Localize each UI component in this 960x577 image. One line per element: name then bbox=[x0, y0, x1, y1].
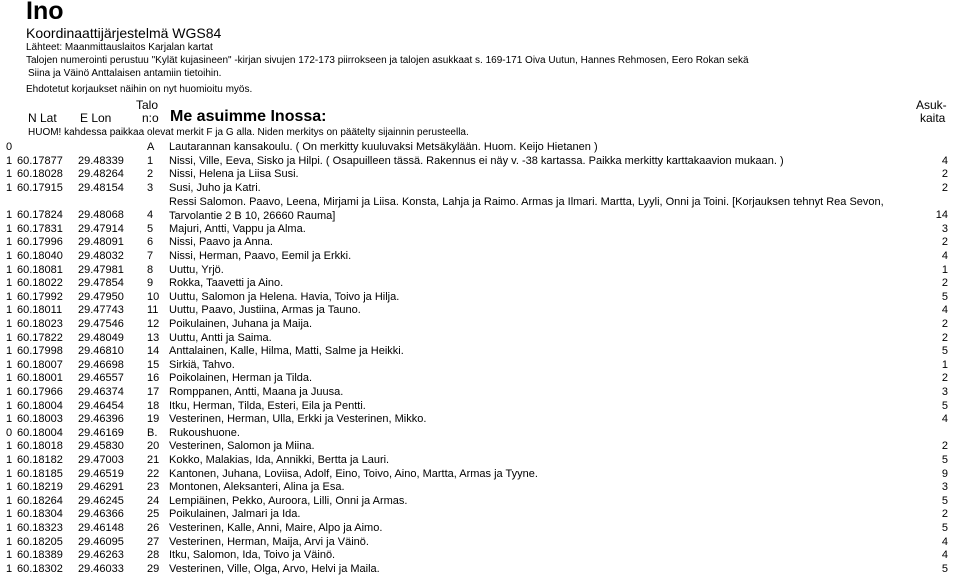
row-house-number: 26 bbox=[147, 522, 160, 534]
row-house-number: 8 bbox=[147, 263, 154, 276]
table-row bbox=[0, 495, 960, 509]
row-flag: 1 bbox=[6, 236, 13, 249]
row-resident-count: 4 bbox=[941, 154, 948, 167]
row-lat: 60.17996 bbox=[17, 236, 63, 249]
row-lat: 60.18004 bbox=[17, 426, 63, 439]
row-house-number: 2 bbox=[147, 168, 154, 181]
row-residents: Itku, Salomon, Ida, Toivo ja Väinö. bbox=[169, 549, 336, 562]
table-row bbox=[0, 332, 960, 346]
row-house-number: 11 bbox=[147, 304, 159, 317]
row-residents: Uuttu, Yrjö. bbox=[169, 263, 224, 276]
row-residents: Itku, Herman, Tilda, Esteri, Eila ja Pentti. bbox=[169, 399, 366, 412]
row-house-number: 13 bbox=[147, 331, 160, 344]
row-residents: Anttalainen, Kalle, Hilma, Matti, Salme ja Heikki. bbox=[169, 345, 404, 358]
row-lon: 29.46519 bbox=[78, 467, 124, 480]
row-lat: 60.18011 bbox=[17, 304, 63, 317]
row-flag: 1 bbox=[6, 154, 13, 167]
row-residents: Kantonen, Juhana, Loviisa, Adolf, Eino, Toivo, Aino, Martta, Armas ja Tyyne. bbox=[169, 467, 538, 480]
row-residents: Vesterinen, Ville, Olga, Arvo, Helvi ja Maila. bbox=[169, 562, 380, 575]
table-row bbox=[0, 318, 960, 332]
table-row bbox=[0, 250, 960, 264]
row-lon: 29.46148 bbox=[78, 522, 124, 534]
row-house-number: 7 bbox=[147, 250, 154, 262]
row-lon: 29.45830 bbox=[78, 440, 124, 453]
huom-note: HUOM! kahdessa paikkaa olevat merkit F ja G alla. Niden merkitys on päätelty sijainnin perusteella. bbox=[28, 127, 469, 138]
table-row bbox=[0, 345, 960, 359]
row-house-number: 28 bbox=[147, 549, 160, 562]
row-lon: 29.48264 bbox=[78, 168, 124, 181]
row-resident-count: 2 bbox=[941, 331, 948, 344]
row-flag: 1 bbox=[6, 250, 13, 262]
row-resident-count: 2 bbox=[941, 181, 948, 194]
row-flag: 1 bbox=[6, 522, 13, 534]
row-residents: Nissi, Helena ja Liisa Susi. bbox=[169, 168, 299, 181]
table-row bbox=[0, 440, 960, 454]
row-flag: 1 bbox=[6, 454, 13, 466]
table-row bbox=[0, 468, 960, 482]
row-lat: 60.18323 bbox=[17, 522, 63, 534]
row-lat: 60.18182 bbox=[17, 454, 63, 466]
table-row bbox=[0, 195, 960, 223]
page-title: Ino bbox=[26, 0, 64, 25]
row-resident-count: 4 bbox=[941, 535, 948, 548]
row-residents: Susi, Juho ja Katri. bbox=[169, 181, 261, 194]
row-residents: Nissi, Paavo ja Anna. bbox=[169, 236, 273, 249]
row-lat: 60.18205 bbox=[17, 535, 63, 548]
table-row bbox=[0, 563, 960, 577]
row-flag: 1 bbox=[6, 413, 13, 426]
table-row bbox=[0, 536, 960, 550]
row-flag: 1 bbox=[6, 263, 13, 276]
row-residents: Rukoushuone. bbox=[169, 426, 240, 439]
row-flag: 1 bbox=[6, 304, 13, 317]
row-lon: 29.46095 bbox=[78, 535, 124, 548]
row-flag: 1 bbox=[6, 562, 13, 575]
row-lat: 60.17824 bbox=[17, 209, 63, 222]
row-flag: 0 bbox=[6, 141, 13, 153]
row-lon: 29.47950 bbox=[78, 290, 124, 303]
row-residents: Poikulainen, Juhana ja Maija. bbox=[169, 318, 313, 330]
row-house-number: 29 bbox=[147, 562, 160, 575]
row-house-number: 22 bbox=[147, 467, 160, 480]
row-resident-count: 5 bbox=[941, 345, 948, 358]
row-house-number: 18 bbox=[147, 399, 160, 412]
row-residents: Majuri, Antti, Vappu ja Alma. bbox=[169, 222, 306, 235]
row-lon: 29.47546 bbox=[78, 318, 124, 330]
table-row bbox=[0, 155, 960, 169]
row-flag: 1 bbox=[6, 277, 13, 290]
row-lat: 60.18003 bbox=[17, 413, 63, 426]
row-lon: 29.46557 bbox=[78, 372, 124, 385]
row-house-number: 23 bbox=[147, 481, 160, 494]
row-lon: 29.46291 bbox=[78, 481, 124, 494]
table-row bbox=[0, 141, 960, 155]
row-resident-count: 1 bbox=[941, 358, 948, 371]
row-flag: 1 bbox=[6, 168, 13, 181]
table-row bbox=[0, 291, 960, 305]
row-lat: 60.18023 bbox=[17, 318, 63, 330]
row-flag: 1 bbox=[6, 345, 13, 358]
row-lat: 60.18081 bbox=[17, 263, 63, 276]
row-residents: Kokko, Malakias, Ida, Annikki, Bertta ja Lauri. bbox=[169, 454, 390, 466]
row-lon: 29.48032 bbox=[78, 250, 124, 262]
row-lon: 29.48339 bbox=[78, 154, 124, 167]
row-residents: Uuttu, Antti ja Saima. bbox=[169, 331, 272, 344]
row-lon: 29.47914 bbox=[78, 222, 124, 235]
table-row bbox=[0, 400, 960, 414]
row-lon: 29.46454 bbox=[78, 399, 124, 412]
row-resident-count: 5 bbox=[941, 562, 948, 575]
row-resident-count: 5 bbox=[941, 290, 948, 303]
row-lat: 60.18018 bbox=[17, 440, 63, 453]
row-house-number: 9 bbox=[147, 277, 154, 290]
row-resident-count: 5 bbox=[941, 454, 948, 466]
row-lon: 29.48068 bbox=[78, 209, 124, 222]
row-residents: Montonen, Aleksanteri, Alina ja Esa. bbox=[169, 481, 345, 494]
row-resident-count: 2 bbox=[941, 372, 948, 385]
row-residents: Uuttu, Paavo, Justiina, Armas ja Tauno. bbox=[169, 304, 361, 317]
row-residents: Sirkiä, Tahvo. bbox=[169, 358, 235, 371]
row-lat: 60.18040 bbox=[17, 250, 63, 262]
table-row bbox=[0, 359, 960, 373]
row-resident-count: 4 bbox=[941, 549, 948, 562]
row-lat: 60.17915 bbox=[17, 181, 63, 194]
row-resident-count: 4 bbox=[941, 250, 948, 262]
row-resident-count: 5 bbox=[941, 494, 948, 507]
row-lat: 60.18264 bbox=[17, 494, 63, 507]
row-lat: 60.18007 bbox=[17, 358, 63, 371]
row-house-number: 14 bbox=[147, 345, 160, 358]
row-resident-count: 4 bbox=[941, 304, 948, 317]
row-lon: 29.47743 bbox=[78, 304, 124, 317]
row-flag: 1 bbox=[6, 399, 13, 412]
table-row bbox=[0, 481, 960, 495]
row-lon: 29.46263 bbox=[78, 549, 124, 562]
row-lon: 29.47981 bbox=[78, 263, 124, 276]
column-header-lon: E Lon bbox=[80, 111, 112, 125]
row-lon: 29.47003 bbox=[78, 454, 124, 466]
row-house-number: 24 bbox=[147, 494, 160, 507]
row-lat: 60.18219 bbox=[17, 481, 63, 494]
row-lon: 29.46245 bbox=[78, 494, 124, 507]
row-resident-count: 1 bbox=[941, 263, 948, 276]
corrections-note: Ehdotetut korjaukset näihin on nyt huomioitu myös. bbox=[26, 84, 253, 95]
row-resident-count: 2 bbox=[941, 236, 948, 249]
row-house-number: 19 bbox=[147, 413, 160, 426]
row-lat: 60.18004 bbox=[17, 399, 63, 412]
row-house-number: 4 bbox=[147, 209, 154, 222]
table-row bbox=[0, 413, 960, 427]
row-flag: 1 bbox=[6, 494, 13, 507]
row-house-number: 3 bbox=[147, 181, 154, 194]
row-residents: Poikulainen, Jalmari ja Ida. bbox=[169, 508, 301, 521]
row-lon: 29.46366 bbox=[78, 508, 124, 521]
row-house-number: A bbox=[147, 141, 155, 153]
row-flag: 1 bbox=[6, 508, 13, 521]
row-residents: Uuttu, Salomon ja Helena. Havia, Toivo ja Hilja. bbox=[169, 290, 400, 303]
row-lon: 29.48154 bbox=[78, 181, 124, 194]
row-house-number: 27 bbox=[147, 535, 160, 548]
row-lon: 29.48049 bbox=[78, 331, 124, 344]
row-house-number: 12 bbox=[147, 318, 160, 330]
row-house-number: 21 bbox=[147, 454, 160, 466]
row-lon: 29.46033 bbox=[78, 562, 124, 575]
row-lat: 60.18389 bbox=[17, 549, 63, 562]
column-header-asukkaita: Asuk- bbox=[916, 98, 947, 112]
row-house-number: 15 bbox=[147, 358, 160, 371]
row-residents: Nissi, Herman, Paavo, Eemil ja Erkki. bbox=[169, 250, 352, 262]
table-row bbox=[0, 277, 960, 291]
table-row bbox=[0, 264, 960, 278]
row-flag: 1 bbox=[6, 467, 13, 480]
table-row bbox=[0, 168, 960, 182]
row-flag: 1 bbox=[6, 481, 13, 494]
row-house-number: 16 bbox=[147, 372, 160, 385]
table-row bbox=[0, 182, 960, 196]
row-residents bbox=[169, 195, 884, 223]
row-lat: 60.18028 bbox=[17, 168, 63, 181]
row-residents: Lempiäinen, Pekko, Auroora, Lilli, Onni ja Armas. bbox=[169, 494, 408, 507]
table-row bbox=[0, 236, 960, 250]
sources-note-continued: Siina ja Väinö Anttalaisen antamiin tietoihin. bbox=[28, 68, 222, 79]
row-residents: Rokka, Taavetti ja Aino. bbox=[169, 277, 284, 290]
row-resident-count: 9 bbox=[941, 467, 948, 480]
row-flag: 1 bbox=[6, 372, 13, 385]
row-house-number: 6 bbox=[147, 236, 154, 249]
row-flag: 1 bbox=[6, 440, 13, 453]
row-resident-count: 2 bbox=[941, 440, 948, 453]
column-header-asukkaita-cont: kaita bbox=[920, 111, 946, 125]
row-resident-count: 3 bbox=[941, 386, 948, 398]
row-house-number: 1 bbox=[147, 154, 154, 167]
row-house-number: 17 bbox=[147, 386, 160, 398]
row-residents: Vesterinen, Herman, Maija, Arvi ja Väinö. bbox=[169, 535, 369, 548]
column-header-residents: Me asuimme Inossa: bbox=[170, 108, 327, 125]
row-flag: 1 bbox=[6, 181, 13, 194]
row-lat: 60.17998 bbox=[17, 345, 63, 358]
column-header-lat: N Lat bbox=[28, 111, 57, 125]
row-flag: 1 bbox=[6, 358, 13, 371]
row-residents-line1: Ressi Salomon. Paavo, Leena, Mirjami ja Liisa. Konsta, Lahja ja Raimo. Armas ja Ilmari. Martta, Lyyli, Onni ja Toini. [Korjauksen tehnyt Rea Sevon, bbox=[169, 196, 884, 209]
column-header-talo: Talo bbox=[136, 98, 159, 112]
table-row bbox=[0, 508, 960, 522]
row-resident-count: 2 bbox=[941, 168, 948, 181]
row-flag: 1 bbox=[6, 535, 13, 548]
row-house-number: 20 bbox=[147, 440, 160, 453]
row-house-number: 25 bbox=[147, 508, 160, 521]
table-row bbox=[0, 522, 960, 536]
row-flag: 1 bbox=[6, 331, 13, 344]
row-residents: Poikolainen, Herman ja Tilda. bbox=[169, 372, 313, 385]
row-lon: 29.46396 bbox=[78, 413, 124, 426]
row-lon: 29.46374 bbox=[78, 386, 124, 398]
table-row bbox=[0, 372, 960, 386]
row-flag: 1 bbox=[6, 386, 13, 398]
row-resident-count: 3 bbox=[941, 222, 948, 235]
row-residents: Vesterinen, Salomon ja Miina. bbox=[169, 440, 315, 453]
row-lon: 29.48091 bbox=[78, 236, 124, 249]
row-lon: 29.46698 bbox=[78, 358, 124, 371]
row-lat: 60.17822 bbox=[17, 331, 63, 344]
row-flag: 1 bbox=[6, 318, 13, 330]
row-lat: 60.17966 bbox=[17, 386, 63, 398]
row-flag: 1 bbox=[6, 222, 13, 235]
table-row bbox=[0, 223, 960, 237]
sources-note: Talojen numerointi perustuu "Kylät kujasineen" -kirjan sivujen 172-173 piirrokseen ja talojen asukkaat s. 169-171 Oiva Uutun, Hannes Rehmosen, Eero Rokan sekä bbox=[26, 55, 749, 66]
table-row bbox=[0, 427, 960, 441]
row-lon: 29.47854 bbox=[78, 277, 124, 290]
row-resident-count: 5 bbox=[941, 522, 948, 534]
row-resident-count: 2 bbox=[941, 318, 948, 330]
row-residents: Nissi, Ville, Eeva, Sisko ja Hilpi. ( Osapuilleen tässä. Rakennus ei näy v. -38 kartassa. Paikka merkitty karttakaavion mukaan. ) bbox=[169, 154, 784, 167]
row-lat: 60.18022 bbox=[17, 277, 63, 290]
row-lat: 60.18302 bbox=[17, 562, 63, 575]
row-lat: 60.17831 bbox=[17, 222, 63, 235]
coordinate-system: Koordinaattijärjestelmä WGS84 bbox=[26, 25, 222, 41]
row-resident-count: 2 bbox=[941, 277, 948, 290]
row-resident-count: 5 bbox=[941, 399, 948, 412]
row-lon: 29.46169 bbox=[78, 426, 124, 439]
row-residents: Vesterinen, Kalle, Anni, Maire, Alpo ja Aimo. bbox=[169, 522, 383, 534]
row-residents: Lautarannan kansakoulu. ( On merkitty kuuluvaksi Metsäkylään. Huom. Keijo Hietanen ) bbox=[169, 141, 598, 153]
row-flag: 0 bbox=[6, 426, 13, 439]
row-resident-count: 4 bbox=[941, 413, 948, 426]
row-lat: 60.17877 bbox=[17, 154, 63, 167]
column-header-talo-no: n:o bbox=[142, 111, 159, 125]
row-lon: 29.46810 bbox=[78, 345, 124, 358]
row-residents: Romppanen, Antti, Maana ja Juusa. bbox=[169, 386, 344, 398]
row-house-number: 5 bbox=[147, 222, 154, 235]
row-flag: 1 bbox=[6, 209, 13, 222]
row-flag: 1 bbox=[6, 549, 13, 562]
row-lat: 60.18001 bbox=[17, 372, 63, 385]
row-resident-count: 2 bbox=[941, 508, 948, 521]
row-resident-count: 3 bbox=[941, 481, 948, 494]
row-residents-line2: Tarvolantie 2 B 10, 26660 Rauma] bbox=[169, 210, 336, 223]
row-lat: 60.17992 bbox=[17, 290, 63, 303]
table-row bbox=[0, 549, 960, 563]
table-row bbox=[0, 304, 960, 318]
row-house-number: 10 bbox=[147, 290, 160, 303]
row-lat: 60.18304 bbox=[17, 508, 63, 521]
table-row bbox=[0, 386, 960, 400]
row-house-number: B. bbox=[147, 426, 158, 439]
row-residents: Vesterinen, Herman, Ulla, Erkki ja Vesterinen, Mikko. bbox=[169, 413, 427, 426]
table-row bbox=[0, 454, 960, 468]
row-lat: 60.18185 bbox=[17, 467, 63, 480]
row-flag: 1 bbox=[6, 290, 13, 303]
sources-line: Lähteet: Maanmittauslaitos Karjalan kartat bbox=[26, 42, 213, 53]
row-resident-count: 14 bbox=[935, 209, 948, 222]
